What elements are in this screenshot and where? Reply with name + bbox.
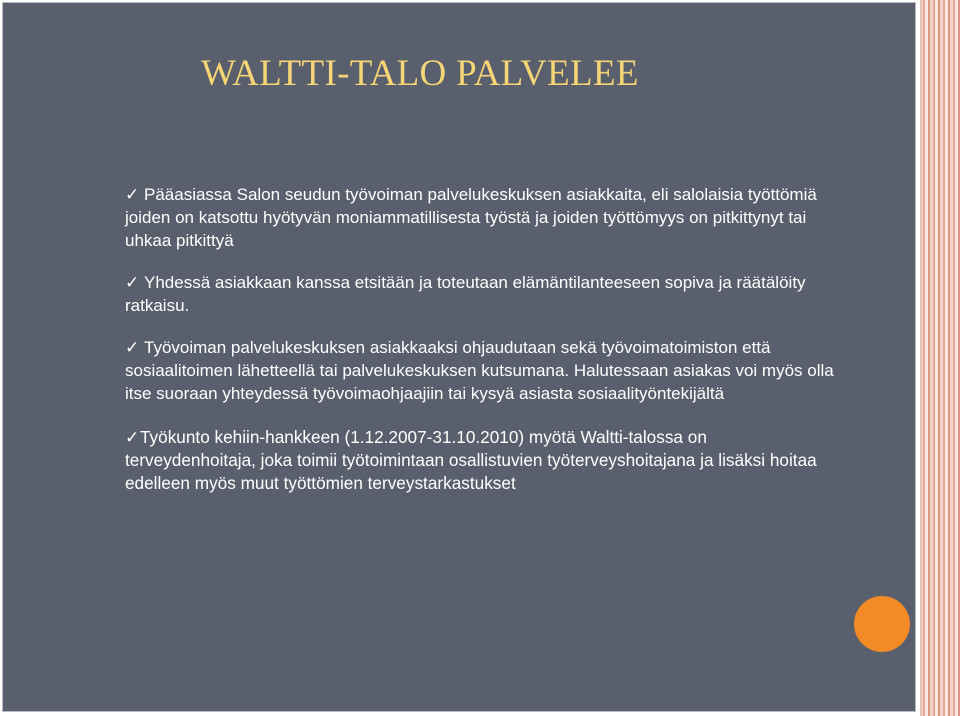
bullet-text: Yhdessä asiakkaan kanssa etsitään ja toteutaan elämäntilanteeseen sopiva ja räätälöity ratkaisu. bbox=[125, 273, 806, 315]
decorative-orange-circle bbox=[854, 596, 910, 652]
bullet-text: Työkunto kehiin-hankkeen (1.12.2007-31.10.2010) myötä Waltti-talossa on terveydenhoitaja, joka toimii työtoimintaan osallistuvien työterveyshoitajana ja lisäksi hoitaa edelleen myös muut työttömien terveystarkastukset bbox=[125, 427, 817, 493]
bullet-list bbox=[125, 183, 835, 514]
decorative-stripes bbox=[920, 0, 960, 716]
check-icon: ✓ bbox=[125, 273, 140, 292]
bullet-item bbox=[125, 271, 835, 317]
bullet-item bbox=[125, 426, 835, 495]
bullet-text: Työvoiman palvelukeskuksen asiakkaaksi ohjaudutaan sekä työvoimatoimiston että sosiaalitoimen lähetteellä tai palvelukeskuksen kutsumana. Halutessaan asiakas voi myös olla itse suoraan yhteydessä työvoimaohjaajiin tai kysyä asiasta sosiaalityöntekijältä bbox=[125, 338, 834, 403]
bullet-item bbox=[125, 183, 835, 252]
check-icon: ✓ bbox=[125, 185, 140, 204]
slide-title: WALTTI-TALO PALVELEE bbox=[201, 53, 639, 94]
check-icon: ✓ bbox=[125, 427, 140, 447]
bullet-text: Pääasiassa Salon seudun työvoiman palvelukeskuksen asiakkaita, eli salolaisia työttömiä joiden on katsottu hyötyvän moniammatillisesta työstä ja joiden työttömyys on pitkittynyt tai uhkaa pitkittyä bbox=[125, 185, 817, 250]
check-icon: ✓ bbox=[125, 338, 140, 357]
bullet-item bbox=[125, 336, 835, 405]
